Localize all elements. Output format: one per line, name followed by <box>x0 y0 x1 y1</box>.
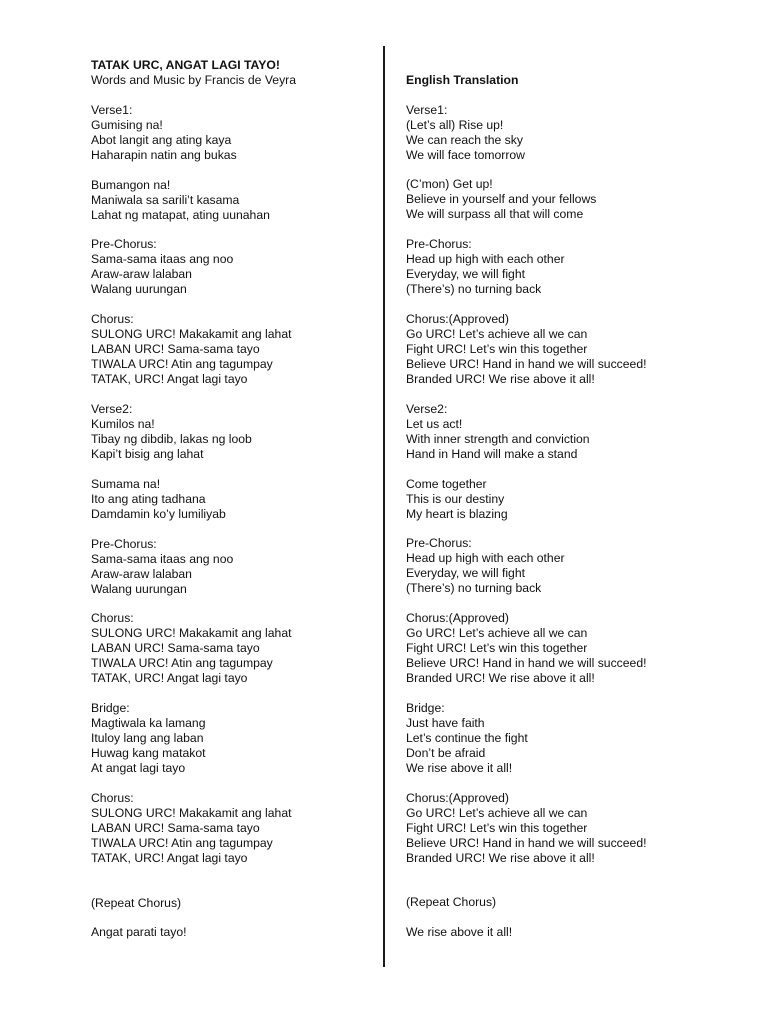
lyric-line: (There’s) no turning back <box>406 282 542 297</box>
section-label: Chorus: <box>91 312 134 327</box>
lyric-line: Damdamin ko’y lumiliyab <box>91 506 226 521</box>
lyric-line: TATAK, URC! Angat lagi tayo <box>91 671 248 686</box>
lyric-line: Huwag kang matakot <box>91 746 206 761</box>
section-chorus3 <box>91 791 376 866</box>
section-verse1b <box>406 177 746 222</box>
lyric-line: LABAN URC! Sama-sama tayo <box>91 641 260 656</box>
translation-title: English Translation <box>406 72 519 87</box>
section-label: Verse2: <box>91 401 133 416</box>
lyric-line: Go URC! Let’s achieve all we can <box>406 805 588 820</box>
section-label: Verse2: <box>406 401 448 416</box>
lyric-line: Tibay ng dibdib, lakas ng loob <box>91 431 252 446</box>
lyric-line: TIWALA URC! Atin ang tagumpay <box>91 656 273 671</box>
lyric-line: Gumising na! <box>91 117 163 132</box>
lyric-line: Everyday, we will fight <box>406 566 525 581</box>
section-label: Chorus: <box>91 611 134 626</box>
section-label: Pre-Chorus: <box>406 536 472 551</box>
lyric-line: LABAN URC! Sama-sama tayo <box>91 342 260 357</box>
lyric-line: SULONG URC! Makakamit ang lahat <box>91 626 292 641</box>
section-label: Bridge: <box>91 701 130 716</box>
section-chorus1 <box>91 312 376 387</box>
section-chorus1 <box>406 312 746 387</box>
lyric-line: Believe URC! Hand in hand we will succeed! <box>406 835 647 850</box>
lyric-line: Branded URC! We rise above it all! <box>406 850 595 865</box>
lyric-line: Hand in Hand will make a stand <box>406 446 578 461</box>
lyric-line: Let’s continue the fight <box>406 730 528 745</box>
ending-line: Angat parati tayo! <box>91 925 187 940</box>
section-label: Chorus:(Approved) <box>406 611 509 626</box>
ending-line: We rise above it all! <box>406 925 513 940</box>
lyric-line: Lahat ng matapat, ating uunahan <box>91 207 270 222</box>
lyrics-original-column <box>91 58 376 940</box>
section-prechorus1 <box>91 237 376 297</box>
section-label: Pre-Chorus: <box>91 237 157 252</box>
section-verse1b <box>91 178 376 223</box>
lyric-line: We rise above it all! <box>406 760 513 775</box>
lyric-line: SULONG URC! Makakamit ang lahat <box>91 327 292 342</box>
lyric-line: TIWALA URC! Atin ang tagumpay <box>91 357 273 372</box>
lyric-line: We can reach the sky <box>406 132 523 147</box>
section-label: Chorus:(Approved) <box>406 311 509 326</box>
lyric-line: Believe URC! Hand in hand we will succeed! <box>406 356 647 371</box>
lyric-line: Araw-araw lalaban <box>91 267 192 282</box>
lyric-line: Fight URC! Let’s win this together <box>406 641 588 656</box>
section-prechorus1 <box>406 237 746 297</box>
lyric-line: Branded URC! We rise above it all! <box>406 371 595 386</box>
lyrics-translation-column <box>406 58 746 940</box>
lyric-line: Go URC! Let’s achieve all we can <box>406 626 588 641</box>
lyric-line: (Let’s all) Rise up! <box>406 117 504 132</box>
lyric-line: Sama-sama itaas ang noo <box>91 551 234 566</box>
section-prechorus2 <box>406 536 746 596</box>
lyric-line: Walang uurungan <box>91 282 187 297</box>
section-label: Pre-Chorus: <box>406 237 472 252</box>
section-prechorus2 <box>91 537 376 597</box>
lyric-line: Head up high with each other <box>406 252 565 267</box>
column-divider <box>383 46 385 967</box>
repeat-chorus-note: (Repeat Chorus) <box>406 895 497 910</box>
lyric-line: Branded URC! We rise above it all! <box>406 671 595 686</box>
section-verse2b <box>91 477 376 522</box>
lyric-line: Ito ang ating tadhana <box>91 491 206 506</box>
section-chorus2 <box>91 611 376 686</box>
lyric-line: Bumangon na! <box>91 177 171 192</box>
lyric-line: Believe URC! Hand in hand we will succeed! <box>406 656 647 671</box>
section-label: Chorus:(Approved) <box>406 790 509 805</box>
section-label: Verse1: <box>91 102 133 117</box>
section-bridge <box>91 701 376 776</box>
section-label: Pre-Chorus: <box>91 536 157 551</box>
lyric-line: TATAK, URC! Angat lagi tayo <box>91 372 248 387</box>
lyric-line: Kumilos na! <box>91 416 155 431</box>
section-chorus3 <box>406 791 746 866</box>
repeat-chorus-note: (Repeat Chorus) <box>91 895 182 910</box>
lyric-line: Believe in yourself and your fellows <box>406 192 597 207</box>
lyric-line: At angat lagi tayo <box>91 761 186 776</box>
lyric-line: Maniwala sa sarili’t kasama <box>91 192 240 207</box>
song-credit: Words and Music by Francis de Veyra <box>91 73 297 87</box>
lyric-line: TIWALA URC! Atin ang tagumpay <box>91 835 273 850</box>
section-verse2 <box>91 402 376 462</box>
section-label: Chorus: <box>91 790 134 805</box>
lyric-line: Don’t be afraid <box>406 745 486 760</box>
section-label: Verse1: <box>406 102 448 117</box>
lyric-line: Come together <box>406 476 487 491</box>
lyric-line: Fight URC! Let’s win this together <box>406 341 588 356</box>
lyric-line: Kapi’t bisig ang lahat <box>91 446 204 461</box>
lyric-line: Just have faith <box>406 715 485 730</box>
section-chorus2 <box>406 611 746 686</box>
lyric-line: My heart is blazing <box>406 506 508 521</box>
song-title: TATAK URC, ANGAT LAGI TAYO! <box>91 58 280 72</box>
lyric-line: Everyday, we will fight <box>406 267 525 282</box>
lyric-line: Magtiwala ka lamang <box>91 716 206 731</box>
section-verse1 <box>406 103 746 163</box>
section-bridge <box>406 701 746 776</box>
lyric-line: Let us act! <box>406 416 463 431</box>
lyric-line: Head up high with each other <box>406 551 565 566</box>
lyric-line: With inner strength and conviction <box>406 431 590 446</box>
lyric-line: Go URC! Let’s achieve all we can <box>406 326 588 341</box>
lyric-line: Sumama na! <box>91 476 161 491</box>
lyric-line: We will face tomorrow <box>406 147 525 162</box>
section-verse2b <box>406 477 746 522</box>
lyric-line: LABAN URC! Sama-sama tayo <box>91 820 260 835</box>
lyric-line: TATAK, URC! Angat lagi tayo <box>91 850 248 865</box>
section-label: Bridge: <box>406 700 445 715</box>
lyric-line: (C’mon) Get up! <box>406 177 493 192</box>
section-verse1 <box>91 103 376 163</box>
lyric-line: Fight URC! Let’s win this together <box>406 820 588 835</box>
lyric-line: Araw-araw lalaban <box>91 566 192 581</box>
lyric-line: Ituloy lang ang laban <box>91 731 204 746</box>
lyric-line: (There’s) no turning back <box>406 581 542 596</box>
lyric-line: Walang uurungan <box>91 581 187 596</box>
lyric-line: Haharapin natin ang bukas <box>91 147 237 162</box>
lyric-line: Abot langit ang ating kaya <box>91 132 232 147</box>
lyric-line: Sama-sama itaas ang noo <box>91 252 234 267</box>
lyric-line: This is our destiny <box>406 491 505 506</box>
section-verse2 <box>406 402 746 462</box>
lyric-line: SULONG URC! Makakamit ang lahat <box>91 805 292 820</box>
lyric-line: We will surpass all that will come <box>406 207 584 222</box>
